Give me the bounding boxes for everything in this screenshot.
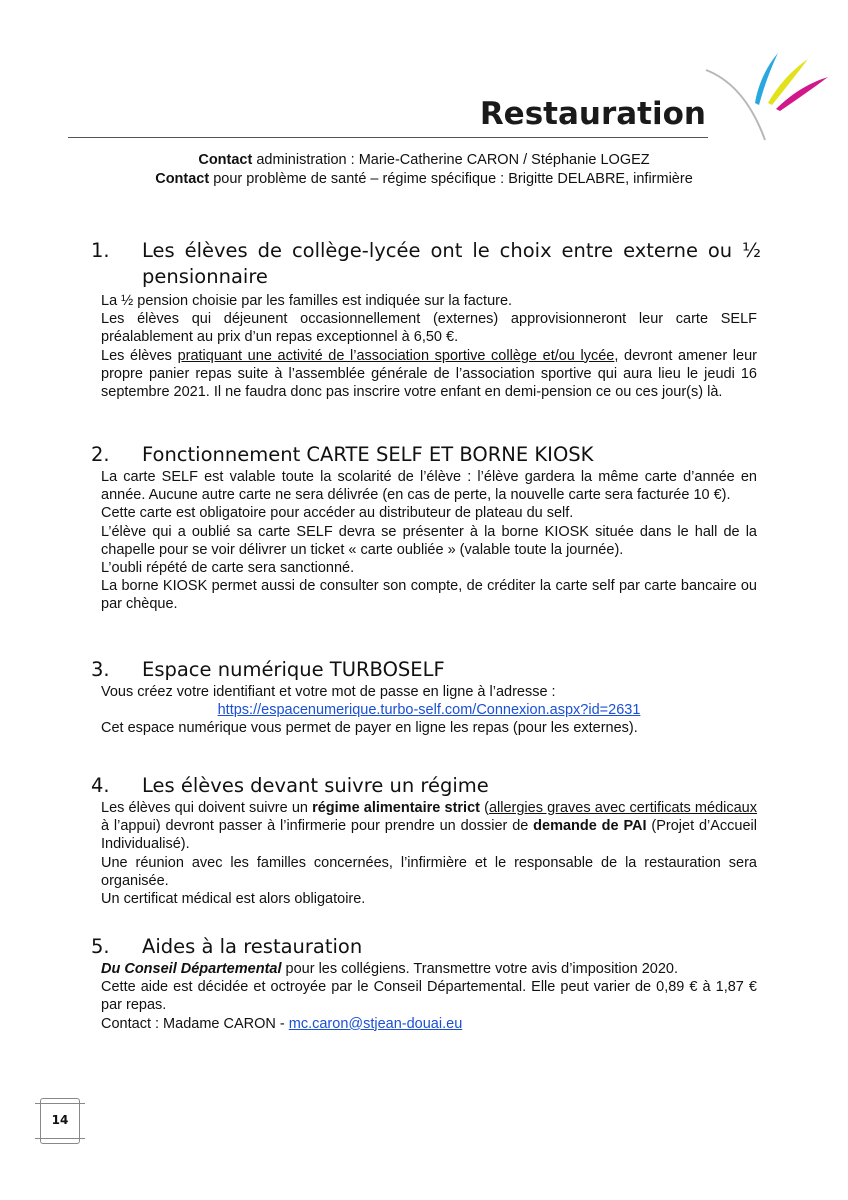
paragraph: Les élèves pratiquant une activité de l’association sportive collège et/ou lycée, devront amener leur propre panier repas suite à l’assemblée générale de l’association sportive qui aura lieu le jeudi 16 septembre 2021. Il ne faudra donc pas inscrire votre enfant en demi-pension ce ou ces jour(s) là.	[101, 347, 757, 401]
paragraph: Les élèves qui déjeunent occasionnellement (externes) approvisionneront leur carte SELF préalablement au prix d’un repas exceptionnel à 6,50 €.	[101, 311, 757, 346]
section-number: 5.	[91, 935, 110, 958]
paragraph: Cette carte est obligatoire pour accéder au distributeur de plateau du self.	[101, 505, 574, 522]
section-title: Espace numérique TURBOSELF	[142, 658, 445, 681]
section-4	[0, 773, 848, 908]
section-body	[101, 292, 757, 401]
section-heading	[91, 238, 761, 290]
section-title: Les élèves devant suivre un régime	[142, 774, 489, 797]
underlined-text: allergies graves avec certificats médicaux	[488, 800, 757, 816]
bold-text: demande de PAI	[533, 818, 647, 835]
page-title: Restauration	[479, 96, 706, 132]
paragraph: Une réunion avec les familles concernées, l’infirmière et le responsable de la restauration sera organisée.	[101, 854, 757, 889]
section-number: 2.	[91, 443, 110, 466]
paragraph: La ½ pension choisie par les familles est indiquée sur la facture.	[101, 293, 513, 309]
paragraph: Cette aide est décidée et octroyée par le Conseil Départemental. Elle peut varier de 0,89 € à 1,87 € par repas.	[101, 979, 757, 1014]
paragraph: Du Conseil Départemental pour les collégiens. Transmettre votre avis d’imposition 2020.	[101, 961, 679, 977]
section-title: Fonctionnement CARTE SELF ET BORNE KIOSK	[142, 443, 594, 466]
paragraph: La carte SELF est valable toute la scolarité de l’élève : l’élève gardera la même carte d’année en année. Aucune autre carte ne sera délivrée (en cas de perte, la nouvelle carte sera facturée 10 €).	[101, 469, 757, 504]
paragraph: Les élèves qui doivent suivre un régime alimentaire strict (allergies graves avec certificats médicaux à l’appui) devront passer à l’infirmerie pour prendre un dossier de demande de PAI (Projet d’Accueil Individualisé).	[101, 800, 757, 853]
paragraph: La borne KIOSK permet aussi de consulter son compte, de créditer la carte self par carte bancaire ou par chèque.	[101, 578, 757, 613]
turboself-link[interactable]: https://espacenumerique.turbo-self.com/Connexion.aspx?id=2631	[217, 702, 641, 719]
section-body	[101, 683, 757, 738]
email-link[interactable]: mc.caron@stjean-douai.eu	[288, 1015, 463, 1032]
section-body	[101, 960, 757, 1033]
school-logo-icon	[700, 45, 832, 145]
paragraph: Cet espace numérique vous permet de payer en ligne les repas (pour les externes).	[101, 720, 638, 737]
paragraph: L’oubli répété de carte sera sanctionné.	[101, 560, 355, 577]
section-number: 3.	[91, 658, 110, 681]
bold-text: régime alimentaire strict	[312, 800, 480, 816]
section-title-line1: Les élèves de collège-lycée ont le choix entre externe ou ½	[142, 239, 761, 262]
paragraph: Vous créez votre identifiant et votre mot de passe en ligne à l’adresse :	[101, 684, 556, 700]
section-1	[0, 238, 848, 401]
section-title-line2: pensionnaire	[142, 265, 268, 288]
contact-line-admin: Contact administration : Marie-Catherine CARON / Stéphanie LOGEZ	[198, 152, 650, 168]
section-number: 4.	[91, 774, 110, 797]
section-title: Aides à la restauration	[142, 935, 363, 958]
bold-italic-text: Du Conseil Départemental	[101, 961, 282, 977]
section-heading	[91, 773, 761, 799]
paragraph: Un certificat médical est alors obligatoire.	[101, 891, 366, 908]
section-2	[0, 442, 848, 614]
contacts-block	[0, 151, 848, 189]
section-5	[0, 934, 848, 1033]
section-heading	[91, 934, 761, 960]
paragraph: Contact : Madame CARON - mc.caron@stjean-douai.eu	[101, 1015, 463, 1032]
contact-line-health: Contact pour problème de santé – régime spécifique : Brigitte DELABRE, infirmière	[155, 171, 693, 187]
page-number: 14	[51, 1113, 69, 1127]
page-number-frame	[40, 1098, 80, 1144]
section-3	[0, 657, 848, 738]
section-body	[101, 468, 757, 614]
title-divider	[68, 137, 708, 138]
section-number: 1.	[91, 239, 110, 262]
section-heading	[91, 657, 761, 683]
section-body	[101, 799, 757, 908]
underlined-text: pratiquant une activité de l’association sportive collège et/ou lycée	[177, 347, 615, 364]
section-heading	[91, 442, 761, 468]
paragraph: L’élève qui a oublié sa carte SELF devra se présenter à la borne KIOSK située dans le hall de la chapelle pour se voir délivrer un ticket « carte oubliée » (valable toute la journée).	[101, 523, 757, 558]
